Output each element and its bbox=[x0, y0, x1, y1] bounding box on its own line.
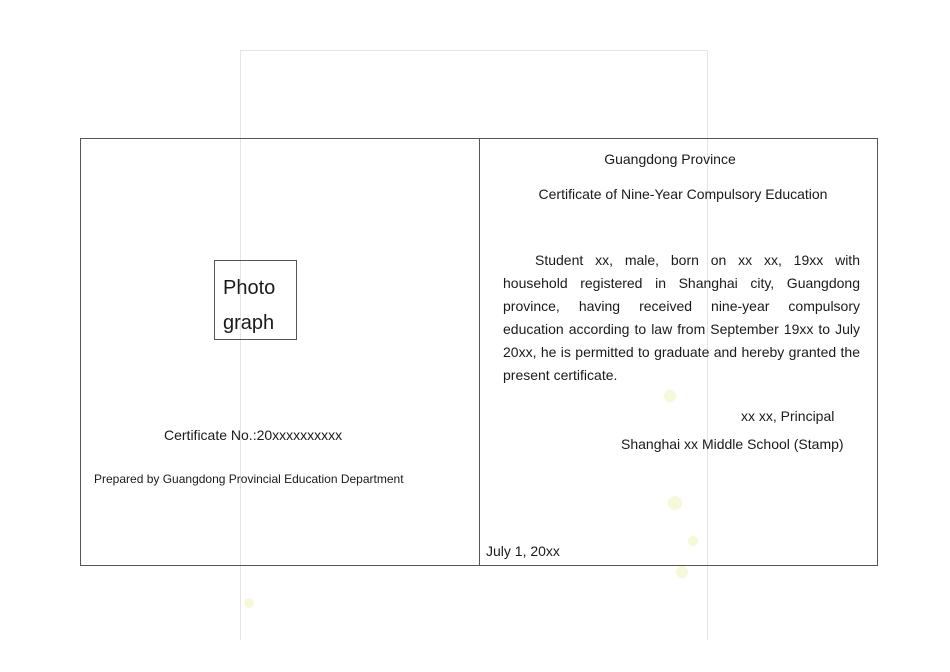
issue-date: July 1, 20xx bbox=[486, 543, 560, 559]
school-stamp: Shanghai xx Middle School (Stamp) bbox=[621, 436, 844, 452]
certificate-number: Certificate No.:20xxxxxxxxxx bbox=[164, 427, 343, 443]
decorative-dot bbox=[676, 566, 688, 578]
certificate-title: Certificate of Nine-Year Compulsory Education bbox=[538, 186, 828, 202]
certificate-left-page bbox=[81, 139, 479, 565]
decorative-dot bbox=[244, 598, 254, 608]
photograph-placeholder bbox=[214, 260, 297, 340]
photo-label-line1: Photo bbox=[223, 277, 276, 299]
certificate bbox=[80, 138, 878, 566]
principal-signature: xx xx, Principal bbox=[741, 408, 835, 424]
photo-label-line2: graph bbox=[223, 312, 275, 334]
certificate-body: Student xx, male, born on xx xx, 19xx with household registered in Shanghai city, Guangdong province, having received nine-year compulsory education according to law from September 19xx to July 20xx, he is permitted to graduate and hereby granted the present certificate. bbox=[503, 252, 860, 383]
certificate-right-page bbox=[480, 139, 877, 565]
province-heading: Guangdong Province bbox=[604, 151, 736, 167]
issuing-department: Prepared by Guangdong Provincial Education Department bbox=[94, 472, 404, 486]
